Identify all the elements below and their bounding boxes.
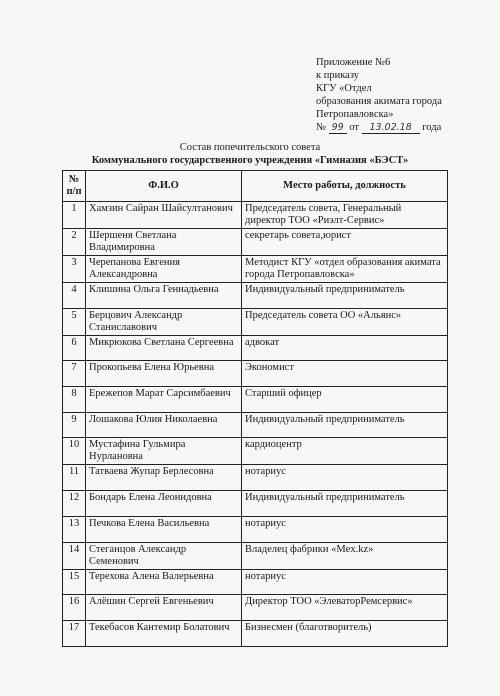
cell-workplace: кардиоцентр (242, 438, 448, 465)
cell-num: 9 (63, 412, 86, 438)
header-name: Ф.И.О (86, 171, 242, 202)
cell-workplace: нотариус (242, 516, 448, 542)
table-row (63, 542, 448, 569)
cell-workplace: Владелец фабрики «Mex.kz» (242, 542, 448, 569)
cell-name: Хамзин Сайран Шайсултанович (86, 202, 242, 229)
cell-num: 12 (63, 491, 86, 517)
cell-workplace: нотариус (242, 465, 448, 491)
cell-name: Терехова Алена Валерьевна (86, 569, 242, 595)
order-mid: от (349, 122, 359, 133)
table-row (63, 412, 448, 438)
table-row (63, 202, 448, 229)
cell-workplace: секретарь совета,юрист (242, 229, 448, 256)
cell-name: Стеганцов Александр Семенович (86, 542, 242, 569)
cell-workplace: адвокат (242, 335, 448, 361)
cell-workplace: Старший офицер (242, 387, 448, 413)
table-row (63, 438, 448, 465)
appendix-number: Приложение №6 (316, 57, 391, 68)
cell-name: Текебасов Кантемир Болатович (86, 620, 242, 646)
table-row (63, 595, 448, 621)
cell-num: 7 (63, 361, 86, 387)
table-row (63, 361, 448, 387)
cell-workplace: Бизнесмен (благотворитель) (242, 620, 448, 646)
order-number: 99 (329, 122, 347, 134)
cell-workplace: Индивидуальный предприниматель (242, 412, 448, 438)
cell-workplace: Методист КГУ «отдел образования акимата города Петропавловска» (242, 256, 448, 283)
cell-name: Татваева Жупар Берлесовна (86, 465, 242, 491)
table-row (63, 465, 448, 491)
cell-workplace: Экономист (242, 361, 448, 387)
cell-workplace: Председатель совета ОО «Альянс» (242, 308, 448, 335)
table-row (63, 229, 448, 256)
document-title: Состав попечительского совета (179, 142, 321, 153)
cell-name: Лошакова Юлия Николаевна (86, 412, 242, 438)
cell-num: 1 (63, 202, 86, 229)
appendix-organization-line3: Петропавловска» (316, 109, 394, 120)
cell-num: 5 (63, 308, 86, 335)
header-workplace: Место работы, должность (242, 171, 448, 202)
cell-num: 2 (63, 229, 86, 256)
table-header-row (63, 171, 448, 202)
cell-num: 10 (63, 438, 86, 465)
cell-num: 15 (63, 569, 86, 595)
cell-num: 13 (63, 516, 86, 542)
table-row (63, 256, 448, 283)
cell-num: 11 (63, 465, 86, 491)
cell-name: Микрюкова Светлана Сергеевна (86, 335, 242, 361)
appendix-organization-line2: образования акимата города (316, 96, 442, 107)
cell-name: Ережепов Марат Сарсимбаевич (86, 387, 242, 413)
table-row (63, 491, 448, 517)
cell-name: Шершеня Светлана Владимировна (86, 229, 242, 256)
cell-num: 4 (63, 283, 86, 309)
table-row (63, 335, 448, 361)
order-suffix: года (422, 122, 442, 133)
cell-name: Прокопьева Елена Юрьевна (86, 361, 242, 387)
appendix-organization-line1: КГУ «Отдел (316, 83, 372, 94)
appendix-block (316, 56, 496, 134)
order-prefix: № (316, 122, 327, 133)
table-row (63, 620, 448, 646)
cell-num: 17 (63, 620, 86, 646)
cell-num: 8 (63, 387, 86, 413)
appendix-order-ref: к приказу (316, 70, 359, 81)
cell-workplace: Индивидуальный предприниматель (242, 491, 448, 517)
cell-workplace: Индивидуальный предприниматель (242, 283, 448, 309)
cell-num: 16 (63, 595, 86, 621)
table-row (63, 308, 448, 335)
cell-workplace: Председатель совета, Генеральный директор ТОО «Риэлт-Сервис» (242, 202, 448, 229)
cell-name: Печкова Елена Васильевна (86, 516, 242, 542)
table-row (63, 569, 448, 595)
cell-name: Черепанова Евгения Александровна (86, 256, 242, 283)
cell-workplace: Директор ТОО «ЭлеваторРемсервис» (242, 595, 448, 621)
header-num: № п/п (63, 171, 86, 202)
cell-num: 6 (63, 335, 86, 361)
cell-workplace: нотариус (242, 569, 448, 595)
cell-name: Мустафина Гульмира Нурлановна (86, 438, 242, 465)
council-members-table (62, 170, 448, 647)
order-line (316, 121, 496, 134)
table-body (63, 202, 448, 647)
table-row (63, 283, 448, 309)
document-subtitle: Коммунального государственного учреждения «Гимназия «БЭСТ» (91, 155, 409, 166)
cell-num: 14 (63, 542, 86, 569)
cell-name: Бондарь Елена Леонидовна (86, 491, 242, 517)
table-row (63, 387, 448, 413)
order-date: 13.02.18 (362, 122, 420, 134)
cell-num: 3 (63, 256, 86, 283)
table-row (63, 516, 448, 542)
cell-name: Берцович Александр Станиславович (86, 308, 242, 335)
cell-name: Алёшин Сергей Евгеньевич (86, 595, 242, 621)
cell-name: Клишина Ольга Геннадьевна (86, 283, 242, 309)
